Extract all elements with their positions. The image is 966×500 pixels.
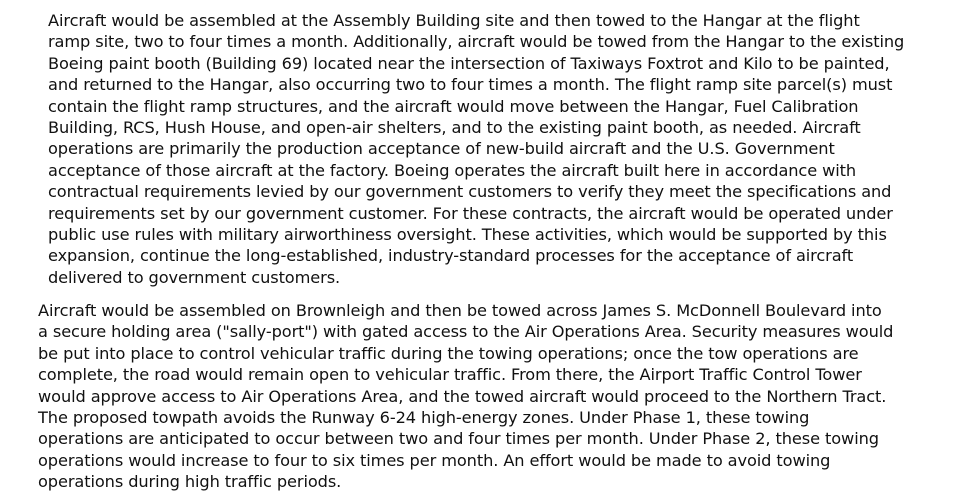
- text-line: would approve access to Air Operations Area, and the towed aircraft would proceed to the Northern Tract.: [38, 386, 887, 406]
- text-line: expansion, continue the long-established, industry-standard processes for the acceptance of aircraft: [48, 246, 854, 266]
- text-line: delivered to government customers.: [48, 267, 341, 287]
- text-line: complete, the road would remain open to vehicular traffic. From there, the Airport Traffic Control Tower: [38, 365, 862, 385]
- text-line: contain the flight ramp structures, and the aircraft would move between the Hangar, Fuel Calibration: [48, 96, 859, 116]
- text-line: public use rules with military airworthiness oversight. These activities, which would be supported by this: [48, 225, 887, 245]
- text-line: Building, RCS, Hush House, and open-air shelters, and to the existing paint booth, as needed. Aircraft: [48, 118, 861, 138]
- text-line: a secure holding area ("sally-port") with gated access to the Air Operations Area. Security measures would: [38, 322, 894, 342]
- text-line: contractual requirements levied by our government customers to verify they meet the specifications and: [48, 182, 892, 202]
- text-line: acceptance of those aircraft at the factory. Boeing operates the aircraft built here in accordance with: [48, 160, 857, 180]
- text-line: operations are anticipated to occur between two and four times per month. Under Phase 2, these towing: [38, 429, 879, 449]
- text-line: requirements set by our government customer. For these contracts, the aircraft would be operated under: [48, 203, 893, 223]
- text-line: and returned to the Hangar, also occurring two to four times a month. The flight ramp site parcel(s) must: [48, 75, 893, 95]
- text-line: Aircraft would be assembled at the Assembly Building site and then towed to the Hangar at the flight: [48, 11, 860, 30]
- text-line: operations are primarily the production acceptance of new-build aircraft and the U.S. Government: [48, 139, 835, 159]
- text-line: operations would increase to four to six times per month. An effort would be made to avoid towing: [38, 450, 831, 470]
- text-line: Boeing paint booth (Building 69) located near the intersection of Taxiways Foxtrot and Kilo to be painted,: [48, 53, 890, 73]
- text-line: operations during high traffic periods.: [38, 472, 342, 492]
- text-line: Aircraft would be assembled on Brownleigh and then be towed across James S. McDonnell Boulevard into: [38, 301, 882, 320]
- paragraph-towing-operations: [38, 300, 964, 493]
- text-line: be put into place to control vehicular traffic during the towing operations; once the tow operations are: [38, 343, 859, 363]
- text-line: ramp site, two to four times a month. Additionally, aircraft would be towed from the Hangar to the existing: [48, 32, 905, 52]
- text-line: The proposed towpath avoids the Runway 6-24 high-energy zones. Under Phase 1, these towing: [38, 408, 810, 428]
- paragraph-flight-ramp-operations: [48, 10, 960, 292]
